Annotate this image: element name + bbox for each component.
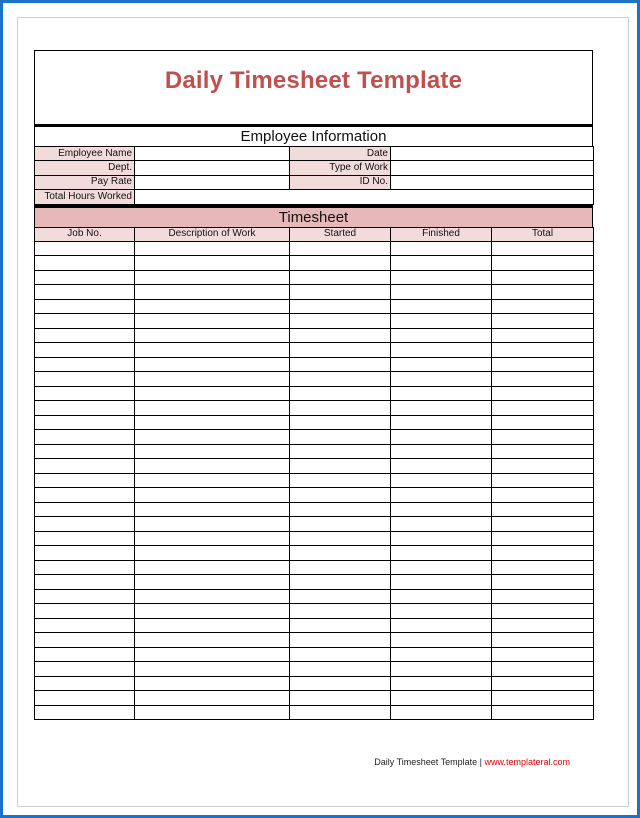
table-cell[interactable] [135,546,290,561]
table-cell[interactable] [492,328,594,343]
table-cell[interactable] [391,531,492,546]
table-cell[interactable] [492,401,594,416]
table-cell[interactable] [290,430,391,445]
table-cell[interactable] [492,459,594,474]
table-cell[interactable] [391,328,492,343]
table-cell[interactable] [35,618,135,633]
table-cell[interactable] [391,415,492,430]
table-row [35,676,594,691]
table-cell[interactable] [492,314,594,329]
employee-info-heading: Employee Information [34,127,593,146]
table-cell[interactable] [135,676,290,691]
table-cell[interactable] [492,430,594,445]
table-cell[interactable] [290,401,391,416]
table-row [35,560,594,575]
table-row [35,459,594,474]
table-cell[interactable] [290,560,391,575]
table-cell[interactable] [135,517,290,532]
table-cell[interactable] [391,386,492,401]
table-row [35,502,594,517]
info-value-field[interactable] [391,147,594,161]
table-cell[interactable] [290,241,391,256]
table-cell[interactable] [290,517,391,532]
table-cell[interactable] [492,372,594,387]
footer [0,757,570,767]
table-row [35,604,594,619]
document-title: Daily Timesheet Template [164,66,463,94]
table-cell[interactable] [35,256,135,271]
table-row [35,430,594,445]
table-cell[interactable] [35,473,135,488]
table-cell[interactable] [492,270,594,285]
table-cell[interactable] [290,328,391,343]
table-cell[interactable] [290,618,391,633]
table-cell[interactable] [290,314,391,329]
table-cell[interactable] [290,372,391,387]
table-cell[interactable] [492,415,594,430]
table-cell[interactable] [35,299,135,314]
info-value-field[interactable] [135,147,290,161]
table-cell[interactable] [290,285,391,300]
info-row-total [35,190,594,204]
table-cell[interactable] [391,560,492,575]
info-label: Employee Name [35,147,135,161]
table-cell[interactable] [35,415,135,430]
table-cell[interactable] [135,618,290,633]
table-cell[interactable] [492,256,594,271]
table-cell[interactable] [290,444,391,459]
table-row [35,357,594,372]
table-row [35,531,594,546]
column-header: Total [492,227,594,241]
table-cell[interactable] [290,299,391,314]
table-row [35,328,594,343]
table-cell[interactable] [135,589,290,604]
table-cell[interactable] [35,676,135,691]
table-cell[interactable] [35,488,135,503]
column-header: Finished [391,227,492,241]
table-cell[interactable] [135,343,290,358]
table-cell[interactable] [35,517,135,532]
table-cell[interactable] [35,357,135,372]
table-cell[interactable] [135,459,290,474]
table-cell[interactable] [391,372,492,387]
table-cell[interactable] [492,473,594,488]
table-cell[interactable] [391,647,492,662]
table-cell[interactable] [35,430,135,445]
table-cell[interactable] [135,270,290,285]
table-cell[interactable] [492,589,594,604]
table-cell[interactable] [290,256,391,271]
table-cell[interactable] [391,314,492,329]
table-cell[interactable] [35,401,135,416]
table-cell[interactable] [135,705,290,720]
table-cell[interactable] [492,604,594,619]
table-row [35,488,594,503]
table-row [35,401,594,416]
table-cell[interactable] [290,357,391,372]
table-cell[interactable] [135,314,290,329]
table-cell[interactable] [135,386,290,401]
table-cell[interactable] [290,270,391,285]
table-cell[interactable] [492,517,594,532]
table-cell[interactable] [391,270,492,285]
info-label: Dept. [35,161,135,175]
table-row [35,256,594,271]
table-cell[interactable] [391,299,492,314]
table-cell[interactable] [135,328,290,343]
table-cell[interactable] [290,604,391,619]
column-header: Job No. [35,227,135,241]
table-cell[interactable] [391,502,492,517]
table-cell[interactable] [492,299,594,314]
table-cell[interactable] [391,589,492,604]
table-cell[interactable] [492,444,594,459]
table-cell[interactable] [290,415,391,430]
table-cell[interactable] [35,705,135,720]
table-row [35,517,594,532]
table-row [35,691,594,706]
table-row [35,372,594,387]
table-cell[interactable] [35,546,135,561]
table-cell[interactable] [391,618,492,633]
table-row [35,546,594,561]
table-cell[interactable] [135,502,290,517]
table-row [35,241,594,256]
table-cell[interactable] [492,531,594,546]
table-row [35,473,594,488]
table-cell[interactable] [35,589,135,604]
table-row [35,415,594,430]
table-cell[interactable] [492,618,594,633]
table-cell[interactable] [290,633,391,648]
table-cell[interactable] [135,285,290,300]
table-cell[interactable] [135,430,290,445]
table-cell[interactable] [391,705,492,720]
info-label: Pay Rate [35,175,135,189]
table-cell[interactable] [391,604,492,619]
table-cell[interactable] [391,430,492,445]
table-cell[interactable] [290,691,391,706]
table-cell[interactable] [35,633,135,648]
table-cell[interactable] [35,372,135,387]
table-cell[interactable] [391,691,492,706]
table-cell[interactable] [290,705,391,720]
table-cell[interactable] [135,691,290,706]
table-cell[interactable] [391,459,492,474]
table-cell[interactable] [35,241,135,256]
table-cell[interactable] [391,256,492,271]
table-row [35,270,594,285]
table-cell[interactable] [492,633,594,648]
table-row [35,343,594,358]
table-cell[interactable] [35,328,135,343]
table-cell[interactable] [391,633,492,648]
table-cell[interactable] [35,444,135,459]
table-cell[interactable] [135,488,290,503]
table-cell[interactable] [135,241,290,256]
table-cell[interactable] [135,531,290,546]
footer-text: Daily Timesheet Template | [374,757,485,767]
table-cell[interactable] [492,386,594,401]
table-cell[interactable] [35,502,135,517]
table-row [35,575,594,590]
footer-link[interactable]: www.templateral.com [484,757,570,767]
info-value-field[interactable] [135,161,290,175]
table-cell[interactable] [290,459,391,474]
table-cell[interactable] [492,343,594,358]
table-cell[interactable] [391,343,492,358]
table-cell[interactable] [290,589,391,604]
table-cell[interactable] [492,560,594,575]
employee-info-table [34,146,594,205]
table-cell[interactable] [391,662,492,677]
table-cell[interactable] [391,473,492,488]
table-cell[interactable] [492,502,594,517]
table-cell[interactable] [135,401,290,416]
table-cell[interactable] [35,691,135,706]
table-cell[interactable] [391,546,492,561]
title-box [34,50,593,124]
table-row [35,618,594,633]
table-cell[interactable] [391,575,492,590]
table-cell[interactable] [135,473,290,488]
info-row [35,147,594,161]
table-cell[interactable] [135,575,290,590]
total-hours-field[interactable] [135,190,594,204]
table-cell[interactable] [391,444,492,459]
table-cell[interactable] [391,241,492,256]
table-cell[interactable] [492,546,594,561]
table-cell[interactable] [35,647,135,662]
timesheet-sheet [34,50,593,720]
info-value-field[interactable] [391,161,594,175]
table-cell[interactable] [35,386,135,401]
table-cell[interactable] [492,575,594,590]
info-value-field[interactable] [135,175,290,189]
table-cell[interactable] [35,459,135,474]
info-label: Total Hours Worked [35,190,135,204]
table-row [35,285,594,300]
table-cell[interactable] [492,357,594,372]
table-cell[interactable] [135,357,290,372]
table-cell[interactable] [135,633,290,648]
timesheet-table [34,227,594,721]
table-cell[interactable] [290,676,391,691]
table-cell[interactable] [290,473,391,488]
table-cell[interactable] [290,488,391,503]
table-cell[interactable] [35,314,135,329]
table-row [35,314,594,329]
table-cell[interactable] [492,705,594,720]
table-cell[interactable] [35,270,135,285]
info-value-field[interactable] [391,175,594,189]
info-label: Date [290,147,391,161]
table-cell[interactable] [290,662,391,677]
table-row [35,633,594,648]
table-cell[interactable] [135,372,290,387]
table-cell[interactable] [290,502,391,517]
column-header: Description of Work [135,227,290,241]
table-cell[interactable] [290,575,391,590]
table-cell[interactable] [35,575,135,590]
table-row [35,386,594,401]
table-cell[interactable] [135,604,290,619]
info-label: ID No. [290,175,391,189]
info-label: Type of Work [290,161,391,175]
table-cell[interactable] [492,691,594,706]
table-cell[interactable] [290,531,391,546]
info-row [35,161,594,175]
table-cell[interactable] [391,488,492,503]
table-cell[interactable] [391,517,492,532]
table-cell[interactable] [492,285,594,300]
table-cell[interactable] [492,676,594,691]
table-cell[interactable] [391,357,492,372]
table-cell[interactable] [391,401,492,416]
info-row [35,175,594,189]
table-row [35,647,594,662]
table-cell[interactable] [135,560,290,575]
table-cell[interactable] [135,444,290,459]
table-row [35,444,594,459]
table-cell[interactable] [290,647,391,662]
table-cell[interactable] [35,662,135,677]
table-cell[interactable] [492,662,594,677]
table-cell[interactable] [135,415,290,430]
table-cell[interactable] [135,299,290,314]
table-cell[interactable] [35,285,135,300]
timesheet-heading: Timesheet [34,208,593,227]
table-cell[interactable] [492,647,594,662]
table-cell[interactable] [290,386,391,401]
table-cell[interactable] [391,285,492,300]
column-header: Started [290,227,391,241]
table-cell[interactable] [290,343,391,358]
table-row [35,299,594,314]
table-row [35,589,594,604]
table-row [35,662,594,677]
table-cell[interactable] [135,662,290,677]
table-cell[interactable] [391,676,492,691]
table-cell[interactable] [35,531,135,546]
table-cell[interactable] [135,647,290,662]
table-cell[interactable] [135,256,290,271]
table-row [35,705,594,720]
table-cell[interactable] [492,488,594,503]
table-cell[interactable] [290,546,391,561]
table-cell[interactable] [492,241,594,256]
table-cell[interactable] [35,560,135,575]
table-cell[interactable] [35,604,135,619]
table-cell[interactable] [35,343,135,358]
